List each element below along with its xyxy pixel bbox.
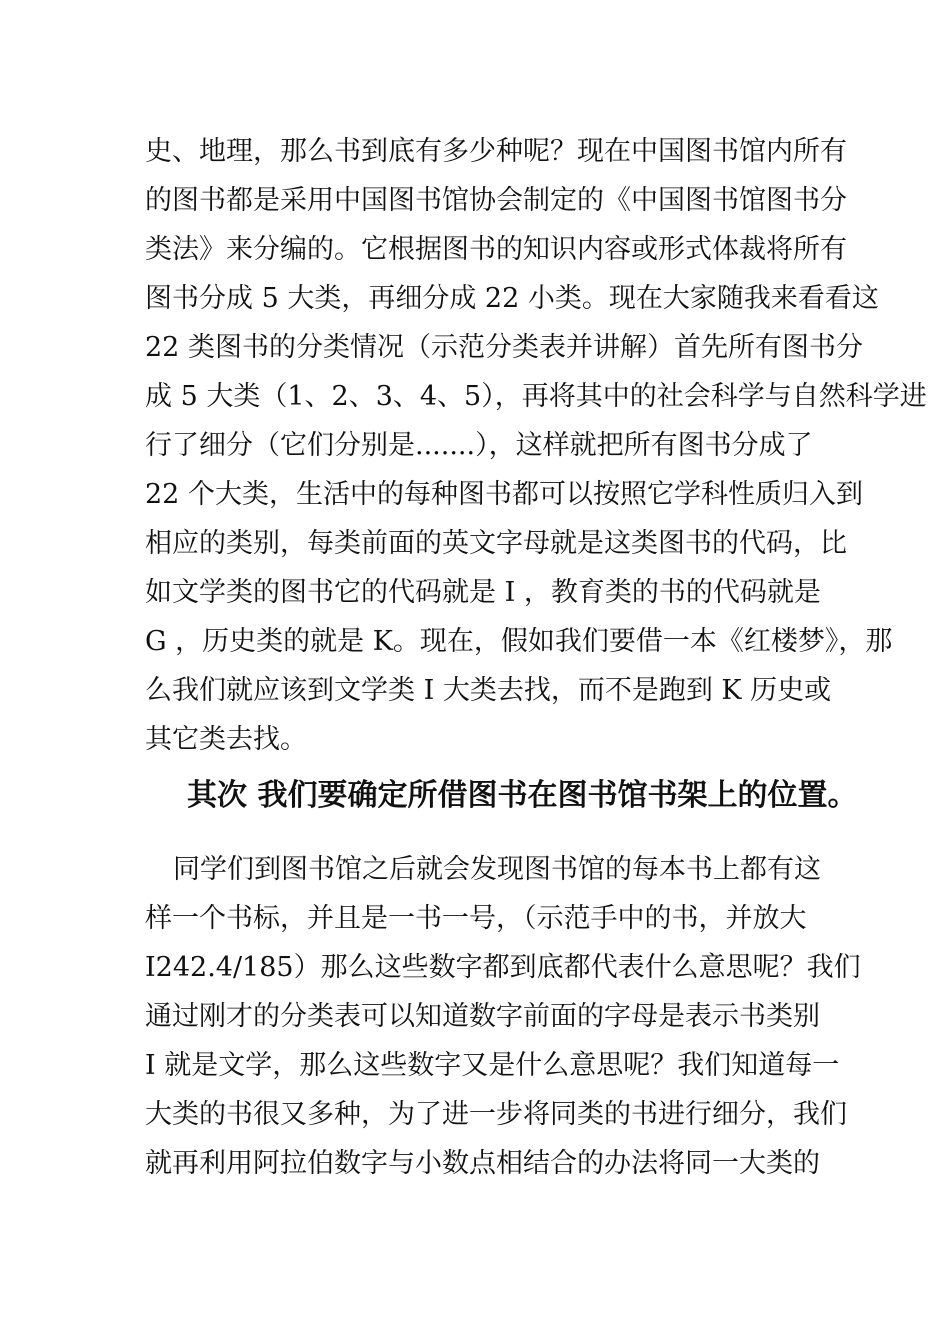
text-line: 行了细分（它们分别是.......），这样就把所有图书分成了 [145, 430, 813, 461]
text-line: 的图书都是采用中国图书馆协会制定的《中国图书馆图书分 [145, 185, 847, 216]
text-line: 22 类图书的分类情况（示范分类表并讲解）首先所有图书分 [145, 332, 863, 363]
text-line: 类法》来分编的。它根据图书的知识内容或形式体裁将所有 [145, 234, 847, 265]
text-line: 图书分成 5 大类，再细分成 22 小类。现在大家随我来看看这 [145, 283, 879, 314]
text-line: 成 5 大类（1、2、3、4、5），再将其中的社会科学与自然科学进 [145, 381, 927, 412]
text-line: 相应的类别，每类前面的英文字母就是这类图书的代码，比 [145, 528, 847, 559]
text-line: 通过刚才的分类表可以知道数字前面的字母是表示书类别 [145, 1001, 820, 1032]
text-line: 么我们就应该到文学类 I 大类去找，而不是跑到 K 历史或 [145, 675, 832, 706]
text-line: 大类的书很又多种，为了进一步将同类的书进行细分，我们 [145, 1099, 847, 1130]
text-line: G ，历史类的就是 K。现在，假如我们要借一本《红楼梦》，那 [145, 626, 893, 657]
text-line: 样一个书标，并且是一书一号，（示范手中的书，并放大 [145, 903, 807, 934]
text-line: 如文学类的图书它的代码就是 I ，教育类的书的代码就是 [145, 577, 821, 608]
text-line: I242.4/185）那么这些数字都到底都代表什么意思呢？我们 [145, 952, 861, 983]
text-line: 同学们到图书馆之后就会发现图书馆的每本书上都有这 [173, 854, 821, 885]
text-line: 其它类去找。 [145, 724, 307, 755]
text-line: 就再利用阿拉伯数字与小数点相结合的办法将同一大类的 [145, 1148, 820, 1179]
section-heading: 其次 我们要确定所借图书在图书馆书架上的位置。 [187, 778, 858, 813]
text-line: 22 个大类，生活中的每种图书都可以按照它学科性质归入到 [145, 479, 863, 510]
text-line: I 就是文学，那么这些数字又是什么意思呢？我们知道每一 [145, 1050, 840, 1081]
text-line: 史、地理，那么书到底有多少种呢？现在中国图书馆内所有 [145, 136, 847, 167]
